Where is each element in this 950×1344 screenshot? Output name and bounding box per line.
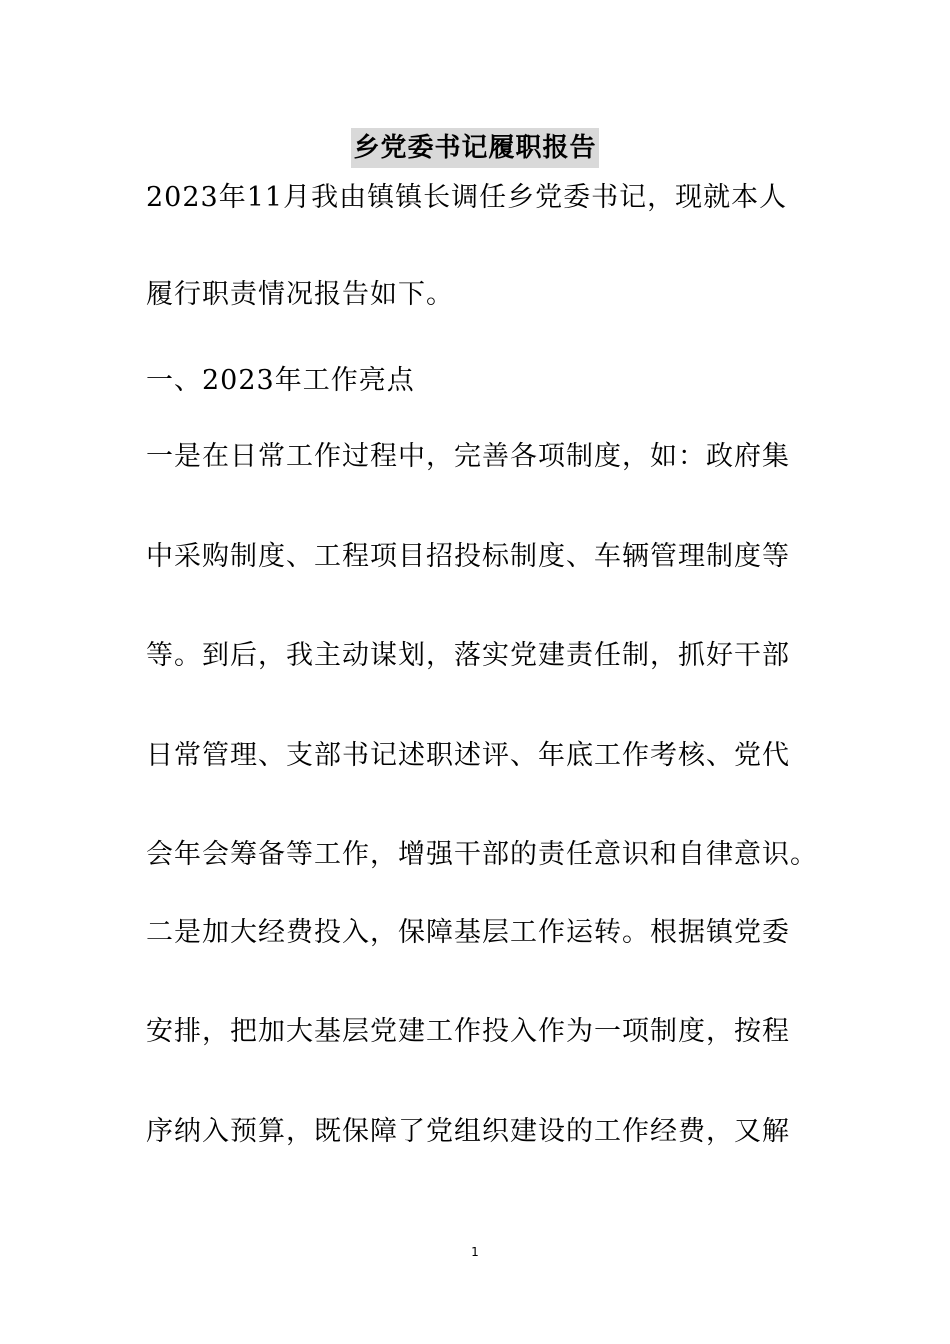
- page-number: 1: [471, 1245, 479, 1259]
- paragraph-line-1: 2023年11月我由镇镇长调任乡党委书记，现就本人: [146, 182, 788, 213]
- section-heading: 一、2023年工作亮点: [146, 365, 415, 396]
- title-container: [0, 128, 950, 168]
- paragraph-line-6: 等。到后，我主动谋划，落实党建责任制，抓好干部: [146, 640, 790, 671]
- paragraph-line-7: 日常管理、支部书记述职述评、年底工作考核、党代: [146, 740, 790, 771]
- paragraph-line-9: 二是加大经费投入，保障基层工作运转。根据镇党委: [146, 917, 790, 948]
- page-title: 乡党委书记履职报告: [351, 128, 598, 168]
- paragraph-line-10: 安排，把加大基层党建工作投入作为一项制度，按程: [146, 1016, 790, 1047]
- paragraph-line-11: 序纳入预算，既保障了党组织建设的工作经费，又解: [146, 1116, 790, 1147]
- paragraph-line-4: 一是在日常工作过程中，完善各项制度，如：政府集: [146, 441, 790, 472]
- paragraph-line-2: 履行职责情况报告如下。: [146, 279, 454, 310]
- paragraph-line-8: 会年会筹备等工作，增强干部的责任意识和自律意识。: [146, 839, 818, 870]
- paragraph-line-5: 中采购制度、工程项目招投标制度、车辆管理制度等: [146, 541, 790, 572]
